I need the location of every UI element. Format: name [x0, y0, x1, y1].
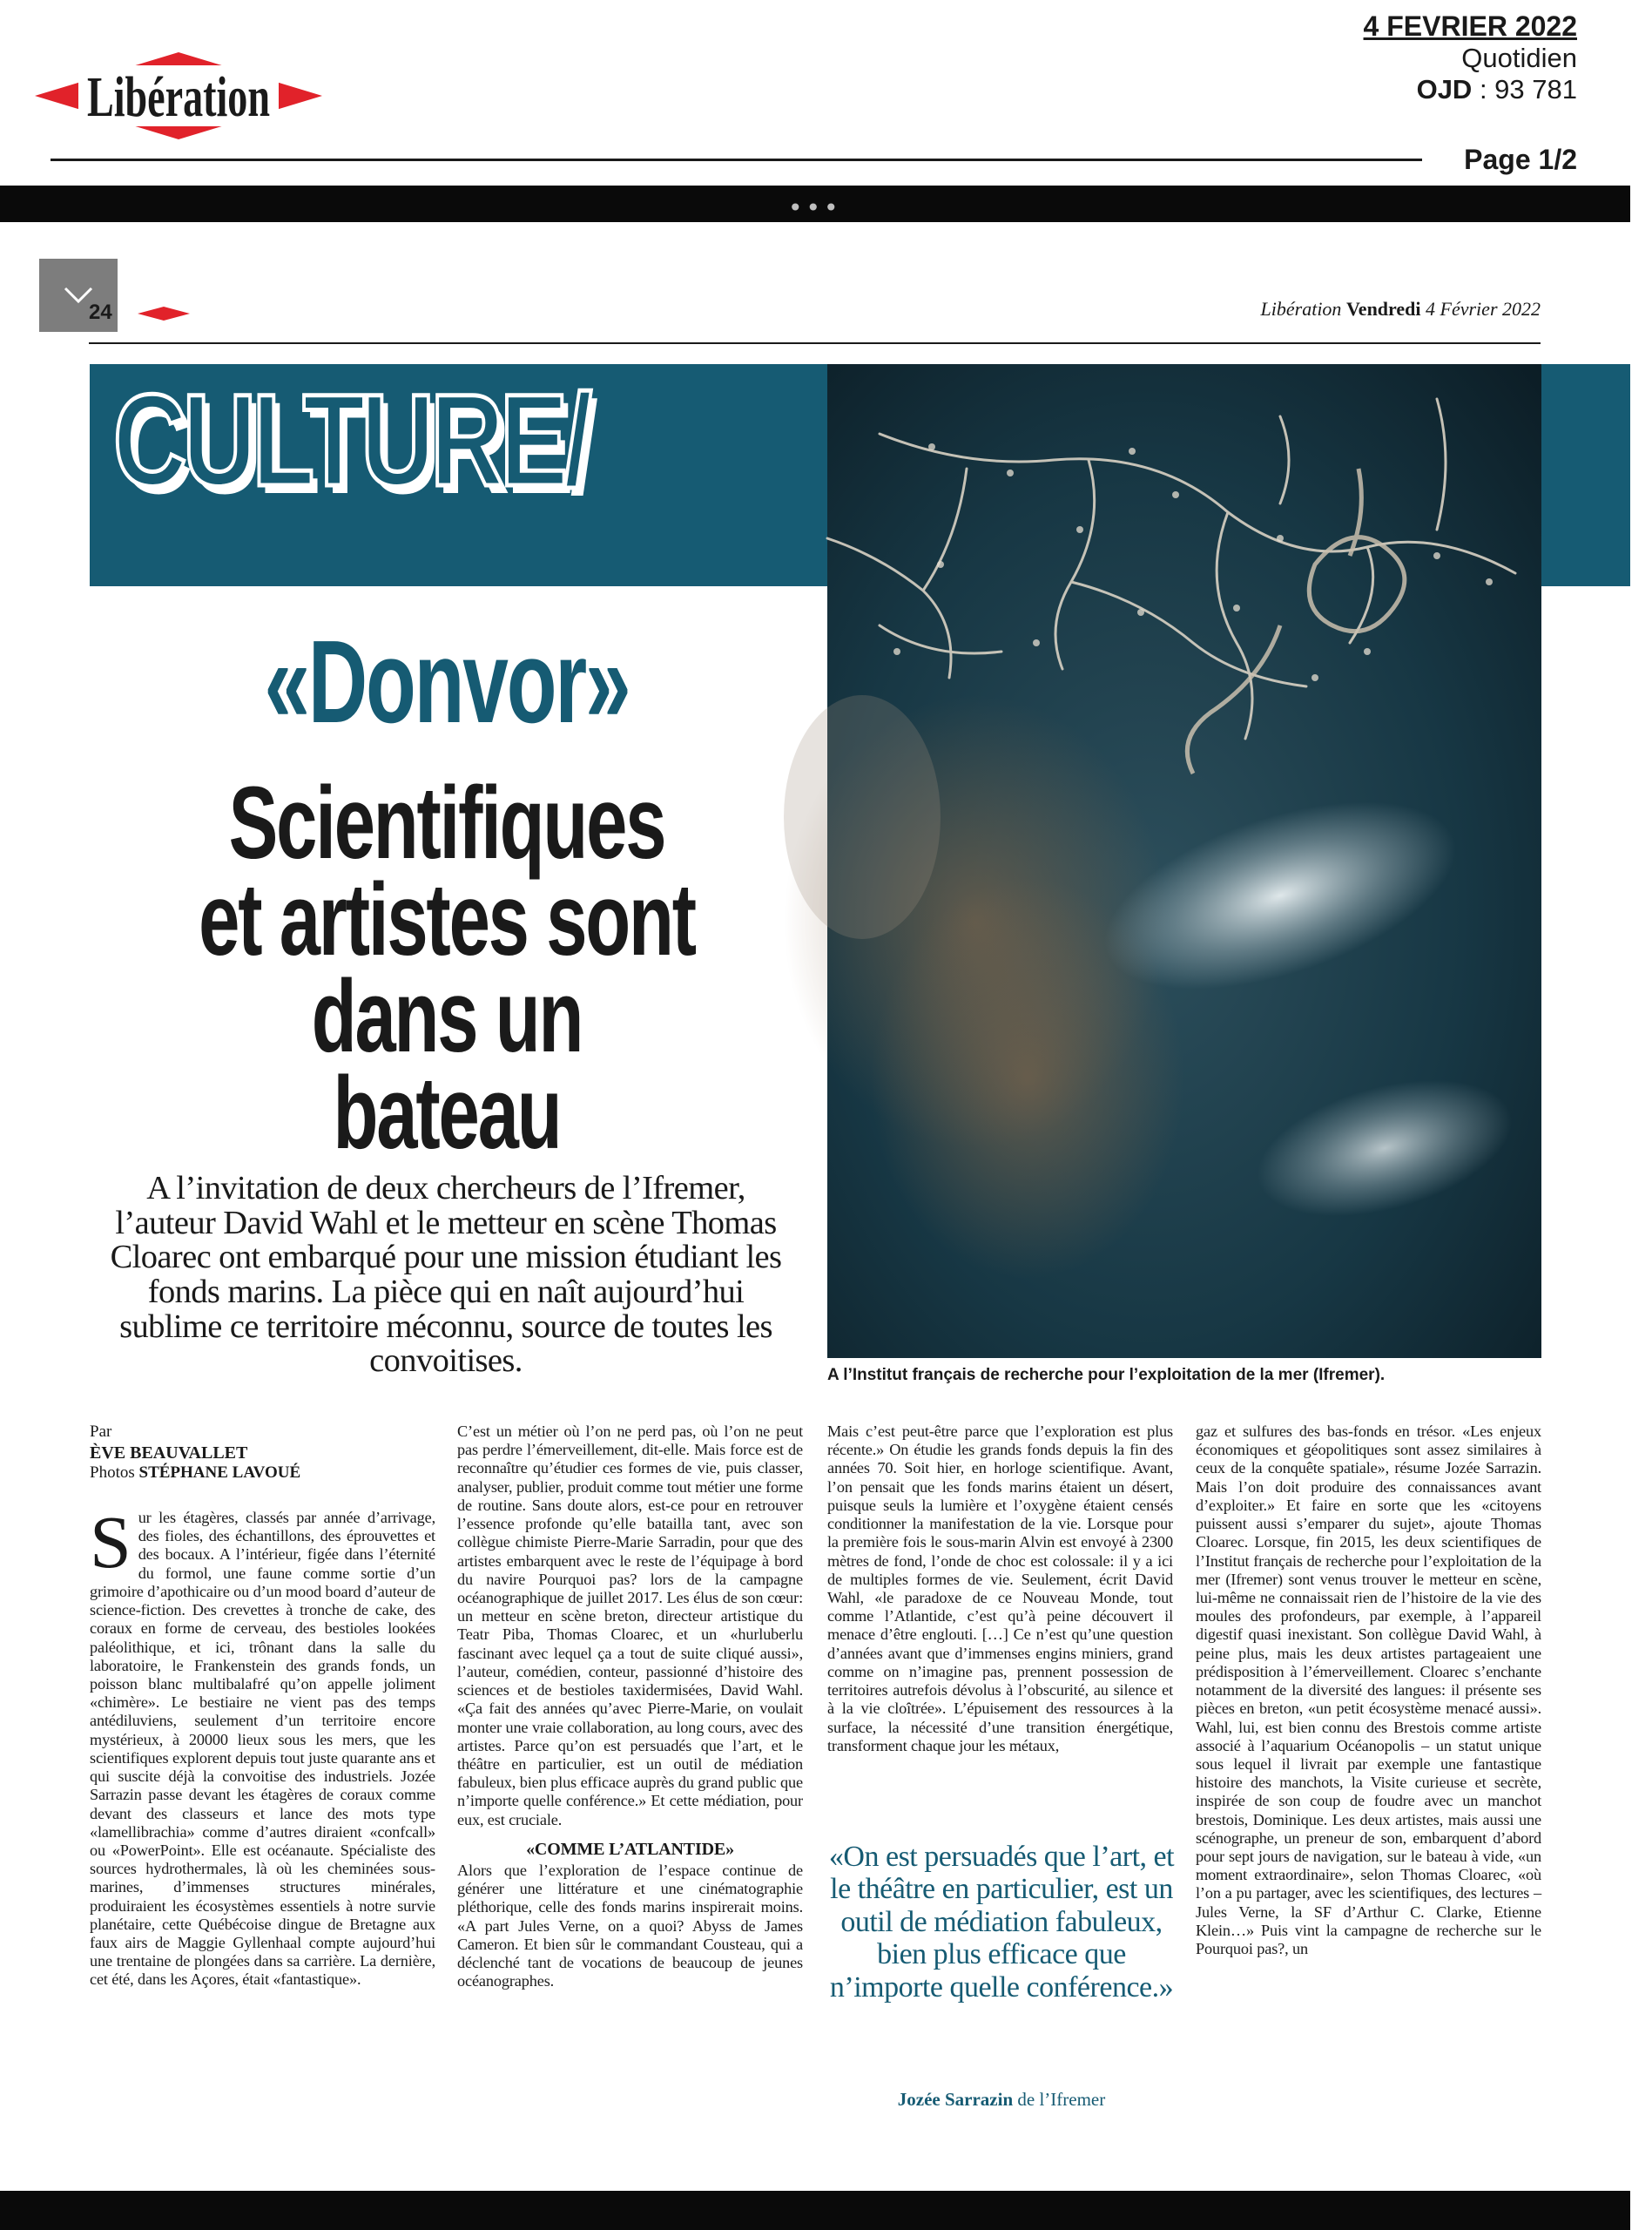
- article-byline: [90, 1422, 300, 1483]
- body-column-3: [827, 1422, 1173, 1755]
- byline-photos-label: Photos: [90, 1463, 135, 1482]
- svg-text:Libération: Libération: [87, 65, 270, 129]
- byline-photos: [90, 1463, 300, 1483]
- more-options-icon[interactable]: •••: [788, 193, 842, 222]
- body-column-1: [90, 1500, 435, 1990]
- liberation-diamond-icon: [138, 307, 190, 321]
- body-column-4: [1196, 1422, 1541, 1958]
- pull-quote: «On est persuadés que l’art, et le théâtre en particulier, est un outil de médiation fabuleux, bien plus efficace que n’importe quelle conférence.»: [828, 1841, 1175, 2004]
- byline-photographer: STÉPHANE LAVOUÉ: [138, 1463, 301, 1482]
- folio-number: 24: [89, 301, 112, 324]
- headline-line: Scientifiques: [228, 766, 665, 881]
- article-photo: [827, 364, 1541, 1358]
- pull-quote-source: [827, 2089, 1176, 2111]
- body-text: Alors que l’exploration de l’espace continue de générer une littérature et une cinématographie pléthorique, celle des fonds marins inspirerait moins. «A part Jules Verne, on a quoi? Abyss de James Cameron. Et bien sûr le commandant Cousteau, qui a déclenché tant de vocations de beaucoup de jeunes océanographes.: [457, 1862, 803, 1990]
- body-text: gaz et sulfures des bas-fonds en trésor. «Les enjeux économiques et géopolitiques sont assez similaires à ceux de la conquête spatiale», résume Jozée Sarrazin. Mais l’on doit produire des connaissances avant d’exploiter.» Et faire en sorte que les «citoyens puissent aussi s’emparer du sujet», ajoute Thomas Cloarec. Lorsque, fin 2015, les deux scientifiques de l’Institut français de recherche pour l’exploitation de la mer (Ifremer) sont venus trouver le metteur en scène, lui-même ne connaissait rien de l’histoire de la vie des moules des profondeurs, par exemple, à l’appareil digestif quasi inexistant. Son collègue David Wahl, à peine plus, mais les deux artistes partageaient une prédisposition à l’émerveillement. Cloarec s’enchante notamment de la diversité des langues: il présente ses pièces en breton, «un petit écosystème menacé aussi». Wahl, lui, est bien connu des Brestois comme artiste associé à l’aquarium Océanopolis – un statut unique sous lequel il livrait par exemple une fantastique histoire des manchots, la Visite curieuse et secrète, inspirée de son coup de foudre avec un manchot brestois, Dominique. Les deux artistes, mais aussi une scénographe, un preneur de son, embarquent d’abord pour sept jours de navigation, sur le bateau à vide, «un moment extraordinaire», selon Thomas Cloarec, «où l’on a pu partager, avec les scientifiques, des lectures – Jules Verne, la SF d’Arthur C. Clarke, Etienne Klein…» Puis vint la campagne de recherche sur le Pourquoi pas?, un: [1196, 1422, 1541, 1958]
- intertitle: «COMME L’ATLANTIDE»: [526, 1839, 734, 1859]
- article-kicker: «Donvor»: [264, 616, 630, 747]
- article-headline: [190, 766, 704, 1171]
- article-standfirst: A l’invitation de deux chercheurs de l’Ifremer, l’auteur David Wahl et le metteur en scène Thomas Cloarec ont embarqué pour une mission étudiant les fonds marins. La pièce qui en naît aujourd’hui sublime ce territoire méconnu, source de toutes les convoitises.: [110, 1170, 782, 1380]
- page-rule: [89, 342, 1541, 344]
- clipping-ojd: [1364, 74, 1577, 105]
- byline-author: ÈVE BEAUVALLET: [90, 1443, 248, 1463]
- page-dateline: [1261, 298, 1541, 321]
- clipping-date: 4 FEVRIER 2022: [1363, 10, 1577, 42]
- ojd-value: : 93 781: [1479, 74, 1577, 105]
- dateline-paper: Libération: [1260, 298, 1342, 320]
- liberation-logo: [35, 48, 322, 144]
- ojd-label: OJD: [1416, 74, 1473, 105]
- page-gutter: [1630, 0, 1652, 2230]
- clipping-info: [1364, 10, 1577, 105]
- byline-par: Par: [90, 1422, 112, 1441]
- body-text: C’est un métier où l’on ne perd pas, où l’on ne peut pas perdre l’émerveillement, dit-elle. Mais force est de reconnaître qu’étudier ces formes de vie, puis classer, analyser, publier, produit comme tout métier une forme de routine. Sans doute alors, est-ce pour en retrouver l’essence profonde qu’elle batailla tant, avec son collègue chimiste Pierre-Marie Sarradin, pour que des artistes embarquent avec le reste de l’équipage à bord du navire Pourquoi pas? lors de la campagne océanographique de juillet 2017. Les élus de son cœur: un metteur en scène breton, directeur artistique du Teatr Piba, Thomas Cloarec, et un «hurluberlu fascinant avec lequel ça a tout de suite cliqué aussi», l’auteur, comédien, conteur, passionné d’histoire des sciences et de bestioles taxidermisées, David Wahl. «Ça fait des années qu’avec Pierre-Marie, on voulait monter une vraie collaboration, au long cours, avec des artistes. Parce qu’on est persuadés que l’art, et le théâtre en particulier, est un outil de médiation fabuleux, bien plus efficace auprès du grand public que n’importe quelle conférence.» Et cette médiation, pour eux, est cruciale.: [457, 1422, 803, 1828]
- clipping-periodicity: Quotidien: [1461, 43, 1577, 73]
- header-rule: [51, 159, 1422, 161]
- clipping-page-number: Page 1/2: [1464, 144, 1577, 175]
- dateline-date: 4 Février 2022: [1426, 298, 1541, 320]
- section-title: CULTURE/: [113, 367, 589, 513]
- headline-line: et artistes sont: [199, 862, 695, 977]
- photo-caption: A l’Institut français de recherche pour l’exploitation de la mer (Ifremer).: [827, 1366, 1386, 1384]
- body-text: ur les étagères, classés par année d’arrivage, des fioles, des échantillons, des éprouvettes et des bocaux. A l’intérieur, figée dans l’éternité du formol, une faune comme sortie d’un grimoire d’apothicaire ou d’un mood board d’auteur de science-fiction. Des crevettes à tronche de cake, des coraux en forme de cerveau, des bestioles lookées paléolithique, et ici, trônant dans la salle du laboratoire, le Frankenstein des grands fonds, un poisson blanc multibalafré qu’on appelle joliment «chimère». Le bestiaire ne vient pas des temps antédiluviens, seulement d’un territoire encore mystérieux, à 20000 lieux sous les mers, que les scientifiques explorent depuis tout juste quarante ans et qui suscite déjà la convoitise des industriels. Jozée Sarrazin passe devant les étagères de coraux comme devant des classeurs et lance des mots type «lamellibrachia» comme d’autres diraient «confcall» ou «PowerPoint». Elle est océanaute. Spécialiste des sources hydrothermales, là où les cheminées sous-marines, d’immenses structures minérales, produiraient les écosystèmes essentiels à notre survie planétaire, cette Québécoise dingue de Bretagne aux faux airs de Maggie Gyllenhaal compte aujourd’hui une trentaine de plongées dans sa carrière. La dernière, cet été, dans les Açores, était «fantastique».: [90, 1509, 435, 1989]
- dateline-day: Vendredi: [1345, 298, 1421, 320]
- body-text: Mais c’est peut-être parce que l’exploration est plus récente.» On étudie les grands fonds depuis la fin des années 70. Soit hier, en horloge scientifique. Avant, l’on pensait que les fonds marins étaient un désert, puisque seuls la lumière et l’oxygène étaient censés conditionner la manifestation de la vie. Lorsque pour la première fois le sous-marin Alvin est envoyé à 2300 mètres de fond, l’onde de choc est colossale: il y a ici de multiples formes de vie. Seulement, écrit David Wahl, «le paradoxe de ce Nouveau Monde, tout comme l’Atlantide, c’est qu’à peine découvert il menace d’être englouti. […] Ce n’est qu’une question d’années avant que d’immenses engins miniers, grand comme on n’imagine pas, prennent possession de territoires autrefois dévolus à l’obscurité, au silence et à la vie cloîtrée». L’épuisement des ressources à la surface, la nécessité d’une transition énergétique, transforment chaque jour les métaux,: [827, 1422, 1173, 1754]
- pull-quote-affiliation: de l’Ifremer: [1017, 2089, 1106, 2110]
- viewer-bottom-bar: [0, 2191, 1630, 2230]
- body-column-2: [457, 1422, 803, 1991]
- headline-line: dans un bateau: [311, 958, 583, 1171]
- drop-cap: S: [90, 1500, 131, 1584]
- pull-quote-author: Jozée Sarrazin: [897, 2089, 1014, 2110]
